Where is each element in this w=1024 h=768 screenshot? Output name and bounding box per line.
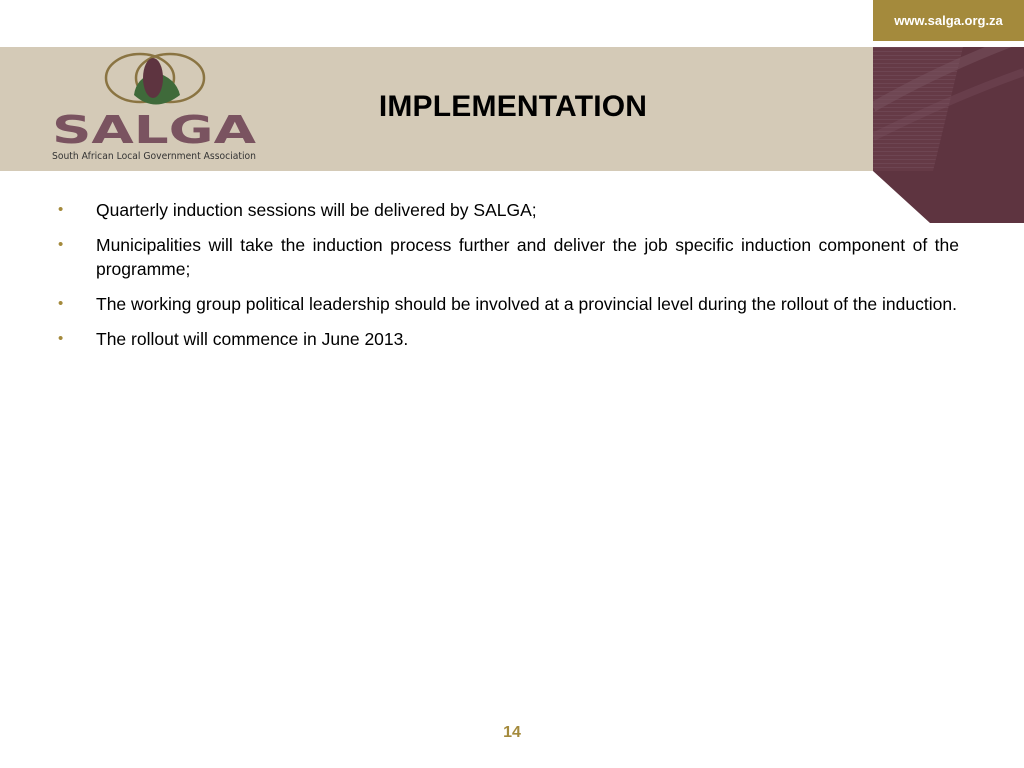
bullet-icon: • [58,330,64,347]
bullet-text: The rollout will commence in June 2013. [96,329,409,349]
page-number: 14 [503,724,521,741]
decorative-corner-graphic [873,47,1024,223]
website-url-badge: www.salga.org.za [873,0,1024,41]
bullet-list [58,198,959,362]
bullet-text: Quarterly induction sessions will be delivered by SALGA; [96,200,537,220]
salga-logo [48,50,260,166]
bullet-icon: • [58,295,64,312]
bullet-icon: • [58,201,64,218]
bullet-text: Municipalities will take the induction process further and deliver the job specific induction component of the programme; [96,235,959,279]
slide-title: IMPLEMENTATION [378,90,648,123]
bullet-item [58,292,959,316]
bullet-item [58,233,959,281]
svg-text:South African Local Government: South African Local Government Association [52,151,256,162]
bullet-text: The working group political leadership should be involved at a provincial level during the rollout of the induction. [96,294,957,314]
bullet-item [58,198,959,222]
bullet-icon: • [58,236,64,253]
bullet-item [58,327,959,351]
svg-text:SALGA: SALGA [52,108,257,152]
